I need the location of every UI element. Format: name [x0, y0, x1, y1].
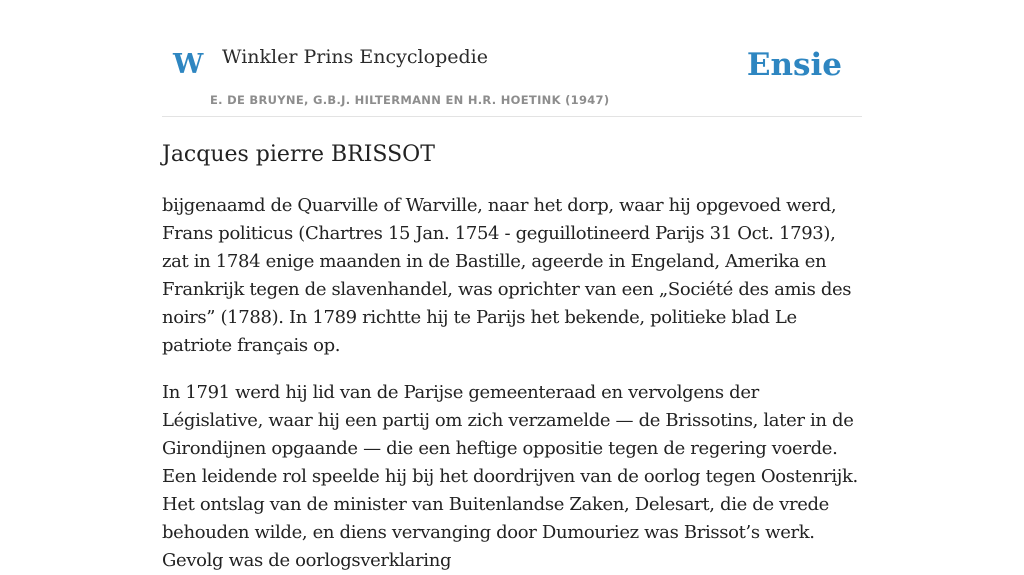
content-container: [162, 0, 862, 575]
article-paragraph-1: bijgenaamd de Quarville of Warville, naar het dorp, waar hij opgevoed werd, Frans politicus (Chartres 15 Jan. 1754 - geguillotineerd Parijs 31 Oct. 1793), zat in 1784 enige maanden in de Bastille, ageerde in Engeland, Amerika en Frankrijk tegen de slavenhandel, was oprichter van een „Société des amis des noirs” (1788). In 1789 richtte hij te Parijs het bekende, politieke blad Le patriote français op.: [162, 194, 852, 356]
source-authors: E. DE BRUYNE, G.B.J. HILTERMANN EN H.R. HOETINK (1947): [210, 93, 610, 107]
source-header: [162, 0, 862, 117]
brand-logo-link[interactable]: Ensie: [746, 47, 842, 83]
source-title[interactable]: Winkler Prins Encyclopedie: [222, 46, 488, 68]
source-logo[interactable]: W: [173, 49, 204, 80]
article-paragraph-2: In 1791 werd hij lid van de Parijse gemeenteraad en vervolgens der Législative, waar hij een partij om zich verzamelde — de Brissotins, later in de Girondijnen opgaande — die een heftige oppositie tegen de regering voerde. Een leidende rol speelde hij bij het doordrijven van de oorlog tegen Oostenrijk. Het ontslag van de minister van Buitenlandse Zaken, Delesart, die de vrede behouden wilde, en diens vervanging door Dumouriez was Brissot’s werk. Gevolg was de oorlogsverklaring: [162, 381, 858, 571]
article-title: Jacques pierre BRISSOT: [162, 142, 435, 167]
